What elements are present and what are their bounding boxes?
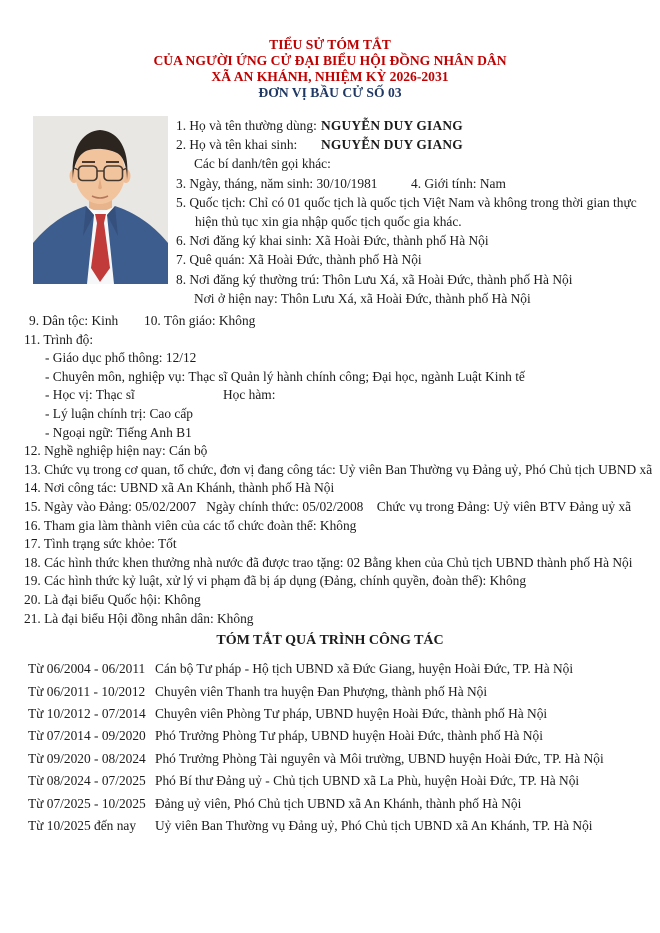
- item-permanent-residence: 8. Nơi đăng ký thường trú: Thôn Lưu Xá, xã Hoài Đức, thành phố Hà Nội: [176, 271, 573, 287]
- title-line-3: XÃ AN KHÁNH, NHIỆM KỲ 2026-2031: [211, 69, 449, 84]
- career-description: Uỷ viên Ban Thường vụ Đảng uỷ, Phó Chủ tịch UBND xã An Khánh, TP. Hà Nội: [155, 817, 593, 833]
- item-nationality: 5. Quốc tịch: Chỉ có 01 quốc tịch là quốc tịch Việt Nam và không trong thời gian thực hiện thủ tục xin gia nhập quốc tịch quốc gia khác.: [176, 194, 637, 230]
- career-row: [28, 681, 650, 703]
- career-description: Chuyên viên Thanh tra huyện Đan Phượng, thành phố Hà Nội: [155, 683, 488, 699]
- career-row: [28, 770, 650, 792]
- item-birth-name-label: 2. Họ và tên khai sinh:: [176, 137, 298, 153]
- career-period: Từ 09/2020 - 08/2024: [28, 750, 146, 766]
- item-degree: - Học vị: Thạc sĩ: [45, 387, 135, 403]
- item-occupation: 12. Nghề nghiệp hiện nay: Cán bộ: [24, 443, 208, 459]
- item-disciplinary: 19. Các hình thức kỷ luật, xử lý vi phạm đã bị áp dụng (Đảng, chính quyền, đoàn thể): Không: [24, 573, 527, 589]
- career-row: [28, 793, 650, 815]
- personal-info-items-1-8: [176, 116, 648, 308]
- item-position: 13. Chức vụ trong cơ quan, tổ chức, đơn vị đang công tác: Uỷ viên Ban Thường vụ Đảng uỷ, Phó Chủ tịch UBND xã: [24, 461, 653, 477]
- item-gender: 4. Giới tính: Nam: [411, 175, 506, 191]
- top-section: [0, 116, 660, 308]
- career-row: [28, 658, 650, 680]
- portrait-illustration: [33, 116, 168, 284]
- item-foreign-language: - Ngoại ngữ: Tiếng Anh B1: [45, 424, 192, 440]
- career-period: Từ 08/2024 - 07/2025: [28, 773, 146, 789]
- item-academic-title: Học hàm:: [223, 387, 276, 403]
- item-awards: 18. Các hình thức khen thưởng nhà nước đã được trao tặng: 02 Bằng khen của Chủ tịch UBND thành phố Hà Nội: [24, 554, 633, 570]
- career-period: Từ 07/2025 - 10/2025: [28, 795, 146, 811]
- item-ethnicity-religion: [24, 312, 650, 331]
- career-period: Từ 10/2012 - 07/2014: [28, 705, 146, 721]
- item-current-residence: Nơi ở hiện nay: Thôn Lưu Xá, xã Hoài Đức, thành phố Hà Nội: [194, 290, 531, 306]
- career-description: Phó Trưởng Phòng Tài nguyên và Môi trường, UBND huyện Hoài Đức, TP. Hà Nội: [155, 750, 604, 766]
- item-common-name-label: 1. Họ và tên thường dùng:: [176, 118, 317, 133]
- title-line-2: CỦA NGƯỜI ỨNG CỬ ĐẠI BIỂU HỘI ĐỒNG NHÂN DÂN: [153, 53, 507, 68]
- career-period: Từ 06/2004 - 06/2011: [28, 661, 146, 677]
- item-professional-education: - Chuyên môn, nghiệp vụ: Thạc sĩ Quản lý hành chính công; Đại học, ngành Luật Kinh tế: [45, 368, 525, 384]
- item-alias: Các bí danh/tên gọi khác:: [194, 156, 331, 172]
- item-workplace: 14. Nơi công tác: UBND xã An Khánh, thành phố Hà Nội: [24, 480, 335, 496]
- item-birth-name-value: NGUYỄN DUY GIANG: [321, 137, 463, 153]
- item-ethnicity: 9. Dân tộc: Kinh: [29, 313, 119, 329]
- item-birth-registration: 6. Nơi đăng ký khai sinh: Xã Hoài Đức, thành phố Hà Nội: [176, 233, 489, 249]
- career-description: Chuyên viên Phòng Tư pháp, UBND huyện Hoài Đức, thành phố Hà Nội: [155, 705, 548, 721]
- item-organizations: 16. Tham gia làm thành viên của các tổ chức đoàn thể: Không: [24, 517, 357, 533]
- item-general-education: - Giáo dục phổ thông: 12/12: [45, 350, 197, 366]
- career-row: [28, 703, 650, 725]
- career-period: Từ 10/2025 đến nay: [28, 817, 137, 833]
- title-line-4: ĐƠN VỊ BẦU CỬ SỐ 03: [258, 85, 402, 100]
- career-description: Phó Trưởng Phòng Tư pháp, UBND huyện Hoài Đức, thành phố Hà Nội: [155, 728, 543, 744]
- item-degree-title: [24, 386, 650, 405]
- career-row: [28, 815, 650, 837]
- item-party-dates: 15. Ngày vào Đảng: 05/02/2007 Ngày chính thức: 05/02/2008 Chức vụ trong Đảng: Uỷ viên BTV Đảng uỷ xã: [24, 498, 632, 514]
- item-religion: 10. Tôn giáo: Không: [144, 313, 256, 329]
- career-description: Cán bộ Tư pháp - Hộ tịch UBND xã Đức Giang, huyện Hoài Đức, TP. Hà Nội: [155, 661, 574, 677]
- career-period: Từ 06/2011 - 10/2012: [28, 683, 146, 699]
- item-common-name-value: NGUYỄN DUY GIANG: [321, 118, 463, 133]
- item-common-name: [176, 116, 648, 135]
- career-row: [28, 725, 650, 747]
- item-political-theory: - Lý luận chính trị: Cao cấp: [45, 406, 193, 421]
- item-dob: 3. Ngày, tháng, năm sinh: 30/10/1981: [176, 175, 378, 191]
- item-birth-name: [176, 135, 648, 154]
- personal-info-items-9-21: [0, 312, 660, 628]
- title-line-1: TIỂU SỬ TÓM TẮT: [269, 37, 391, 52]
- item-education: 11. Trình độ:: [24, 331, 94, 347]
- candidate-photo: [33, 116, 168, 284]
- item-peoples-council: 21. Là đại biểu Hội đồng nhân dân: Không: [24, 610, 254, 626]
- item-health: 17. Tình trạng sức khỏe: Tốt: [24, 536, 177, 552]
- document-header: [0, 0, 660, 101]
- item-national-assembly: 20. Là đại biểu Quốc hội: Không: [24, 591, 201, 607]
- career-description: Phó Bí thư Đảng uỷ - Chủ tịch UBND xã La Phù, huyện Hoài Đức, TP. Hà Nội: [155, 773, 580, 789]
- career-row: [28, 748, 650, 770]
- career-period: Từ 07/2014 - 09/2020: [28, 728, 146, 744]
- career-description: Đảng uỷ viên, Phó Chủ tịch UBND xã An Khánh, thành phố Hà Nội: [155, 795, 522, 811]
- item-dob-gender: [176, 174, 648, 193]
- career-table: [28, 658, 650, 837]
- item-hometown: 7. Quê quán: Xã Hoài Đức, thành phố Hà Nội: [176, 252, 422, 268]
- career-section-title: TÓM TẮT QUÁ TRÌNH CÔNG TÁC: [216, 633, 444, 649]
